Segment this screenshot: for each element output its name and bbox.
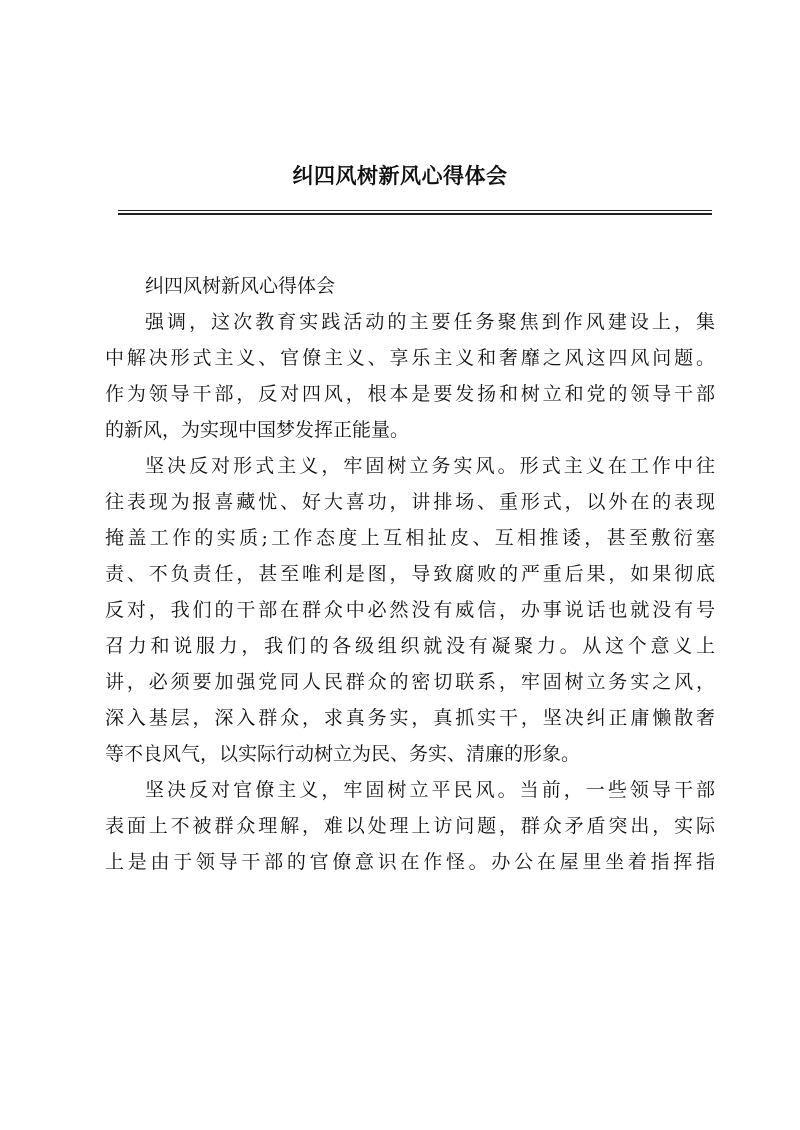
- document-title: 纠四风树新风心得体会: [292, 163, 508, 188]
- text-line: 等不良风气，以实际行动树立为民、务实、清廉的形象。: [105, 743, 581, 765]
- paragraph-bureaucratism: [105, 772, 715, 880]
- paragraph-heading: [105, 268, 715, 304]
- text-line: 往表现为报喜藏忧、好大喜功，讲排场、重形式，以外在的表现: [105, 491, 715, 513]
- text-line: 中解决形式主义、官僚主义、享乐主义和奢靡之风这四风问题。: [105, 347, 715, 369]
- title-divider-thin: [118, 210, 712, 211]
- text-line: 坚决反对官僚主义，牢固树立平民风。当前，一些领导干部: [145, 779, 715, 801]
- text-line: 坚决反对形式主义，牢固树立务实风。形式主义在工作中往: [145, 455, 715, 477]
- text-line: 讲，必须要加强党同人民群众的密切联系，牢固树立务实之风，: [105, 671, 715, 693]
- document-body: [105, 268, 715, 880]
- text-line: 上是由于领导干部的官僚意识在作怪。办公在屋里坐着指挥指: [105, 851, 715, 873]
- text-line: 表面上不被群众理解，难以处理上访问题，群众矛盾突出，实际: [105, 815, 715, 837]
- text-line: 召力和说服力，我们的各级组织就没有凝聚力。从这个意义上: [105, 635, 715, 657]
- text-line: 纠四风树新风心得体会: [145, 275, 336, 297]
- title-divider-thick: [118, 213, 712, 215]
- text-line: 责、不负责任，甚至唯利是图，导致腐败的严重后果，如果彻底: [105, 563, 715, 585]
- text-line: 深入基层，深入群众，求真务实，真抓实干，坚决纠正庸懒散奢: [105, 707, 715, 729]
- paragraph-intro: [105, 304, 715, 448]
- text-line: 反对，我们的干部在群众中必然没有威信，办事说话也就没有号: [105, 599, 715, 621]
- text-line: 的新风，为实现中国梦发挥正能量。: [105, 419, 410, 441]
- paragraph-formalism: [105, 448, 715, 772]
- text-line: 作为领导干部，反对四风，根本是要发扬和树立和党的领导干部: [105, 383, 715, 405]
- text-line: 强调，这次教育实践活动的主要任务聚焦到作风建设上，集: [145, 311, 715, 333]
- text-line: 掩盖工作的实质;工作态度上互相扯皮、互相推诿，甚至敷衍塞: [105, 527, 715, 549]
